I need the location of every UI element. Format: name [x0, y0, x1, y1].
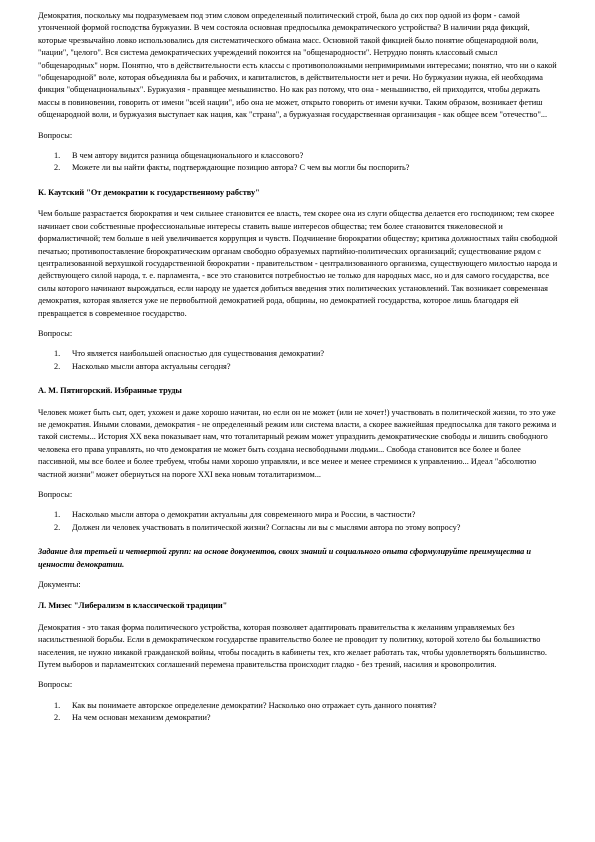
group-task: Задание для третьей и четвертой групп: на основе документов, своих знаний и социального опыта сформулируйте преимущества и ценности демократии. — [38, 547, 532, 569]
questions-label: Вопросы: — [38, 490, 73, 499]
questions-label: Вопросы: — [38, 328, 73, 338]
questions-list-3 — [38, 509, 559, 534]
documents-label: Документы: — [38, 580, 81, 590]
question-item: 2. Можете ли вы найти факты, подтверждающие позицию автора? С чем вы могли бы поспорить? — [54, 163, 410, 173]
kautsky-heading: К. Каутский "От демократии к государственному рабству" — [38, 187, 260, 197]
questions-list-1 — [38, 150, 559, 175]
mises-heading: Л. Мизес "Либерализм в классической традиции" — [38, 601, 228, 611]
question-item: 1. Насколько мысли автора о демократии актуальны для современного мира и России, в частности? — [54, 510, 416, 520]
question-item: 2. На чем основан механизм демократии? — [54, 713, 211, 723]
pyatigorsky-heading: А. М. Пятигорский. Избранные труды — [38, 386, 182, 396]
question-item: 1. В чем автору видится разница общенационального и классового? — [54, 151, 304, 161]
question-item: 1. Как вы понимаете авторское определение демократии? Насколько оно отражает суть данного понятия? — [54, 700, 437, 710]
questions-label: Вопросы: — [38, 680, 73, 690]
kautsky-paragraph: Чем больше разрастается бюрократия и чем сильнее становится ее власть, тем скорее она из слуги общества делается его господином; тем скорее начинает свои собственные профессиональные интересы ставить выше интересов общества; тем более становится тяжеловесной и формалистичной; тем больше в ней увеличивается коррупция и чувств. Подчинение бюрократии обществу; критика должностных тайн свободной печатью; противопоставление бюрократическим органам свободно образуемых партийно-политических организаций; существование рядом с централизованной верхушкой государственной бюрократии - правительством - централизованного организма, существующего милостью народа и действующего силой народа, т. е. парламента, - все это становится потребностью не только для народных масс, но и для самого государства, все силы которого начинают вырождаться, если народу не удается добиться введения этих политических установлений. Так возникает современная демократия, которая является уже не первобытной демократией рода, общины, но демократией государства, которое лишь благодаря ей превращается в современное государство. — [38, 209, 558, 318]
question-item: 1. Что является наибольшей опасностью для существования демократии? — [54, 349, 325, 359]
question-item: 2. Должен ли человек участвовать в политической жизни? Согласны ли вы с мыслями автора по этому вопросу? — [54, 522, 461, 532]
pyatigorsky-paragraph: Человек может быть сыт, одет, ухожен и даже хорошо начитан, но если он не может (или не хочет!) участвовать в политической жизни, то это уже не демократия. Иными словами, демократия - не определенный режим или система власти, а скорее важнейшая предпосылка для такого режима и такой системы... История XX века показывает нам, что тоталитарный режим может упразднить демократические свободы и лишить свободного человека его права управлять, но что демократия не может быть создана несвободными людьми... Свобода становится все более и более пассивной, мы все более и более требуем, чтобы нами хорошо управляли, и все менее и менее стремимся к управлению... Идеал "абсолютно частной жизни" может обернуться на пороге XXI века новым тоталитаризмом... — [38, 407, 557, 479]
intro-paragraph: Демократия, поскольку мы подразумеваем под этим словом определенный политический строй, была до сих пор одной из форм - самой утонченной формой господства буржуазии. В чем состояла основная предпосылка демократического устройства? В наличии ряда фикций, которые чрезвычайно ловко использовались для систематического обмана масс. Основной такой фикцией было понятие общенародной воли, "нации", "целого". Вся система демократических учреждений покоится на "общенародности". Нетрудно понять классовый смысл "общенародных" норм. Понятно, что в действительности есть классы с противоположными непримиримыми интересами; понятно, что ни о какой "общенародной" воле, которая объединяла бы и рабочих, и капиталистов, в действительности нет и речи. Но буржуазии нужна, ей необходима фикция "общенациональных". Буржуазия - правящее меньшинство. Но как раз потому, что она - меньшинство, ей приходится, чтобы держать массы в повиновении, говорить от имени "всей нации", ибо она не может, открыто говорить от имени кучки. Таким образом, возникает фетиш общенародной воли, и буржуазия выступает как нация, как "страна", а буржуазная государственная организация - как общее всем "отечество"... — [38, 11, 557, 120]
question-item: 2. Насколько мысли автора актуальны сегодня? — [54, 361, 231, 371]
questions-list-4 — [38, 700, 559, 725]
mises-paragraph: Демократия - это такая форма политического устройства, которая позволяет адаптировать правительства к желаниям управляемых без насильственной борьбы. Если в демократическом государстве правительство более не проводит ту политику, которой хотело бы большинство населения, не нужно никакой гражданской войны, чтобы посадить в кабинеты тех, кто желает работать так, чтобы удовлетворять большинство. Путем выборов и парламентских соглашений перемена правительства происходит гладко - без трений, насилия и кровопролития. — [38, 622, 547, 670]
questions-list-2 — [38, 348, 559, 373]
questions-label: Вопросы: — [38, 130, 73, 140]
